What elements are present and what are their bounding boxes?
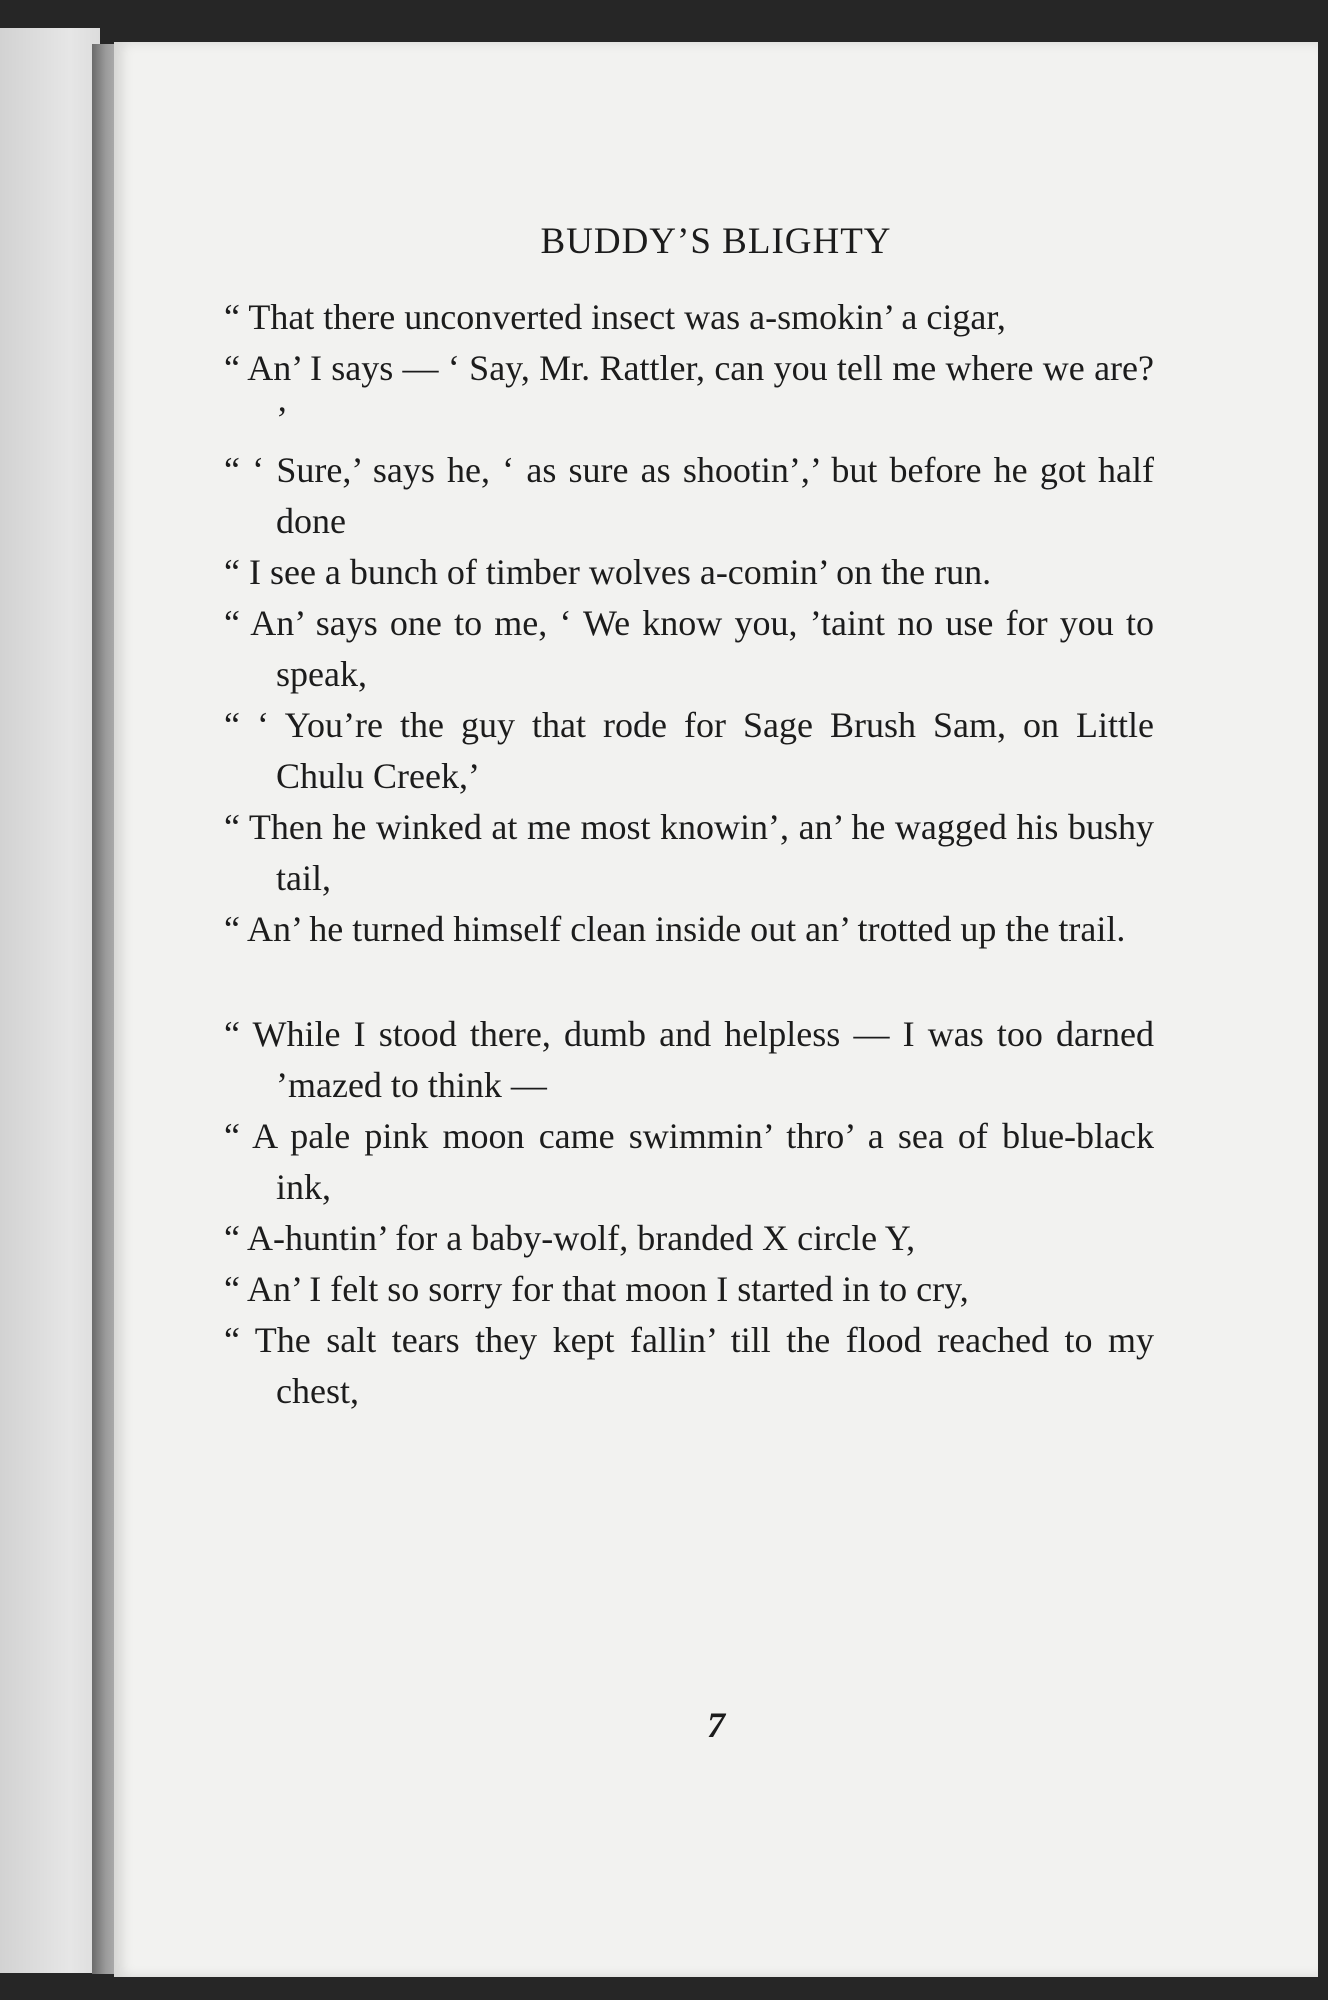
poem-line: “ The salt tears they kept fallin’ till the flood reached to my chest, [224,1320,1154,1411]
running-header: BUDDY’S BLIGHTY [540,221,892,262]
poem-line: “ ‘ Sure,’ says he, ‘ as sure as shootin’,’ but before he got half done [224,450,1154,541]
poem-line: “ An’ says one to me, ‘ We know you, ’taint no use for you to speak, [224,603,1154,694]
poem-line: “ An’ I felt so sorry for that moon I started in to cry, [224,1269,969,1309]
book-page [114,42,1318,1977]
poem-line: “ A-huntin’ for a baby-wolf, branded X circle Y, [224,1218,916,1258]
poem-line: “ That there unconverted insect was a-smokin’ a cigar, [224,297,1006,337]
poem-line: “ ‘ You’re the guy that rode for Sage Brush Sam, on Little Chulu Creek,’ [224,705,1154,796]
page-number: 7 [707,1705,725,1745]
poem-line: “ While I stood there, dumb and helpless — I was too darned ’mazed to think — [224,1014,1154,1105]
poem-line: “ An’ I says — ‘ Say, Mr. Rattler, can you tell me where we are? ’ [224,348,1154,439]
poem-line: “ I see a bunch of timber wolves a-comin’ on the run. [224,552,992,592]
poem-line: “ Then he winked at me most knowin’, an’ he wagged his bushy tail, [224,807,1154,898]
poem-line: “ An’ he turned himself clean inside out an’ trotted up the trail. [224,909,1126,949]
poem-body [224,292,1154,1417]
facing-page-edge [0,28,100,1973]
stanza-break [224,955,1154,1009]
poem-line: “ A pale pink moon came swimmin’ thro’ a sea of blue-black ink, [224,1116,1154,1207]
